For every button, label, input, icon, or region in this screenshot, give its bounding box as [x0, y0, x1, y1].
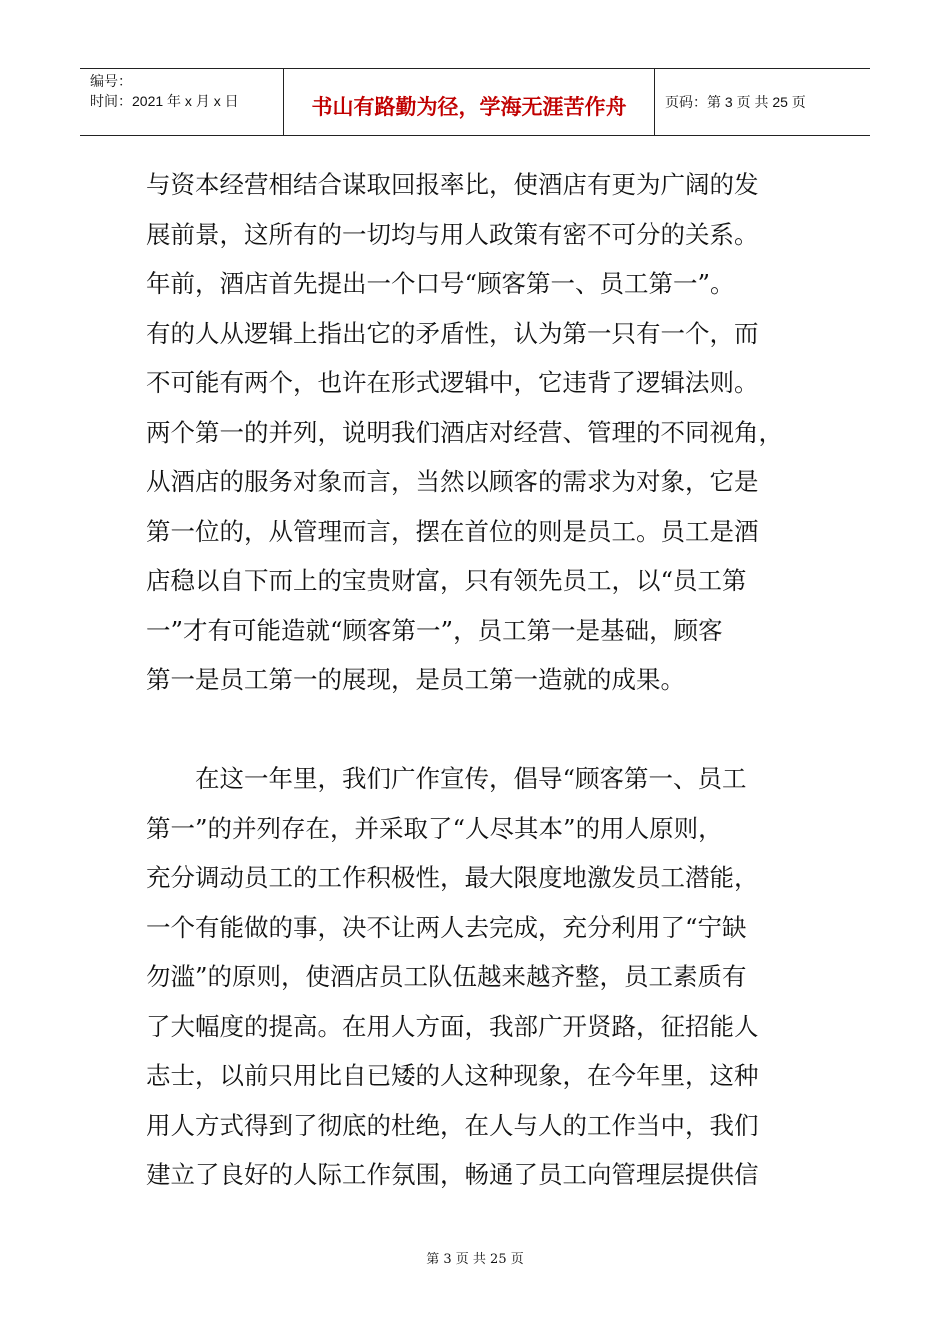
paragraph-gap: [146, 705, 806, 755]
text-line: 在这一年里，我们广作宣传，倡导“顾客第一、员工: [146, 764, 747, 793]
document-body: [146, 160, 806, 1200]
text-line: 不可能有两个，也许在形式逻辑中，它违背了逻辑法则。: [146, 368, 759, 397]
text-line: 两个第一的并列，说明我们酒店对经营、管理的不同视角，: [146, 417, 783, 447]
text-line: 第一”的并列存在，并采取了“人尽其本”的用人原则，: [146, 813, 723, 843]
paragraph-1: [146, 160, 806, 705]
serial-label: 编号：: [90, 73, 132, 89]
text-line: 第一是员工第一的展现，是员工第一造就的成果。: [146, 665, 685, 694]
text-line: 一个有能做的事，决不让两人去完成，充分利用了“宁缺: [146, 912, 747, 942]
time-label: 时间：2021 年 x 月 x 日: [90, 93, 239, 109]
document-header: [80, 68, 870, 136]
text-line: 志士，以前只用比自已矮的人这种现象，在今年里，这种: [146, 1061, 759, 1090]
text-line: 有的人从逻辑上指出它的矛盾性，认为第一只有一个，而: [146, 318, 759, 348]
paragraph-2: [146, 754, 806, 1200]
page-footer: 第 3 页 共 25 页: [426, 1252, 524, 1267]
header-motto: 书山有路勤为径，学海无涯苦作舟: [283, 69, 655, 135]
text-line: 第一位的，从管理而言，摆在首位的则是员工。员工是酒: [146, 516, 759, 546]
text-line: 展前景，这所有的一切均与用人政策有密不可分的关系。: [146, 219, 759, 249]
text-line: 年前，酒店首先提出一个口号“顾客第一、员工第一”。: [146, 269, 735, 298]
text-line: 勿滥”的原则，使酒店员工队伍越来越齐整，员工素质有: [146, 962, 747, 991]
text-line: 与资本经营相结合谋取回报率比，使酒店有更为广阔的发: [146, 170, 759, 199]
text-line: 建立了良好的人际工作氛围，畅通了员工向管理层提供信: [146, 1160, 759, 1189]
header-page-info: 页码：第 3 页 共 25 页: [665, 94, 806, 110]
text-line: 一”才有可能造就“顾客第一”，员工第一是基础，顾客: [146, 615, 723, 645]
header-meta: [80, 69, 283, 135]
text-line: 用人方式得到了彻底的杜绝，在人与人的工作当中，我们: [146, 1110, 759, 1140]
text-line: 充分调动员工的工作积极性，最大限度地激发员工潜能，: [146, 863, 759, 892]
text-line: 了大幅度的提高。在用人方面，我部广开贤路，征招能人: [146, 1011, 759, 1041]
text-line: 从酒店的服务对象而言，当然以顾客的需求为对象，它是: [146, 467, 759, 496]
text-line: 店稳以自下而上的宝贵财富，只有领先员工，以“员工第: [146, 566, 747, 595]
